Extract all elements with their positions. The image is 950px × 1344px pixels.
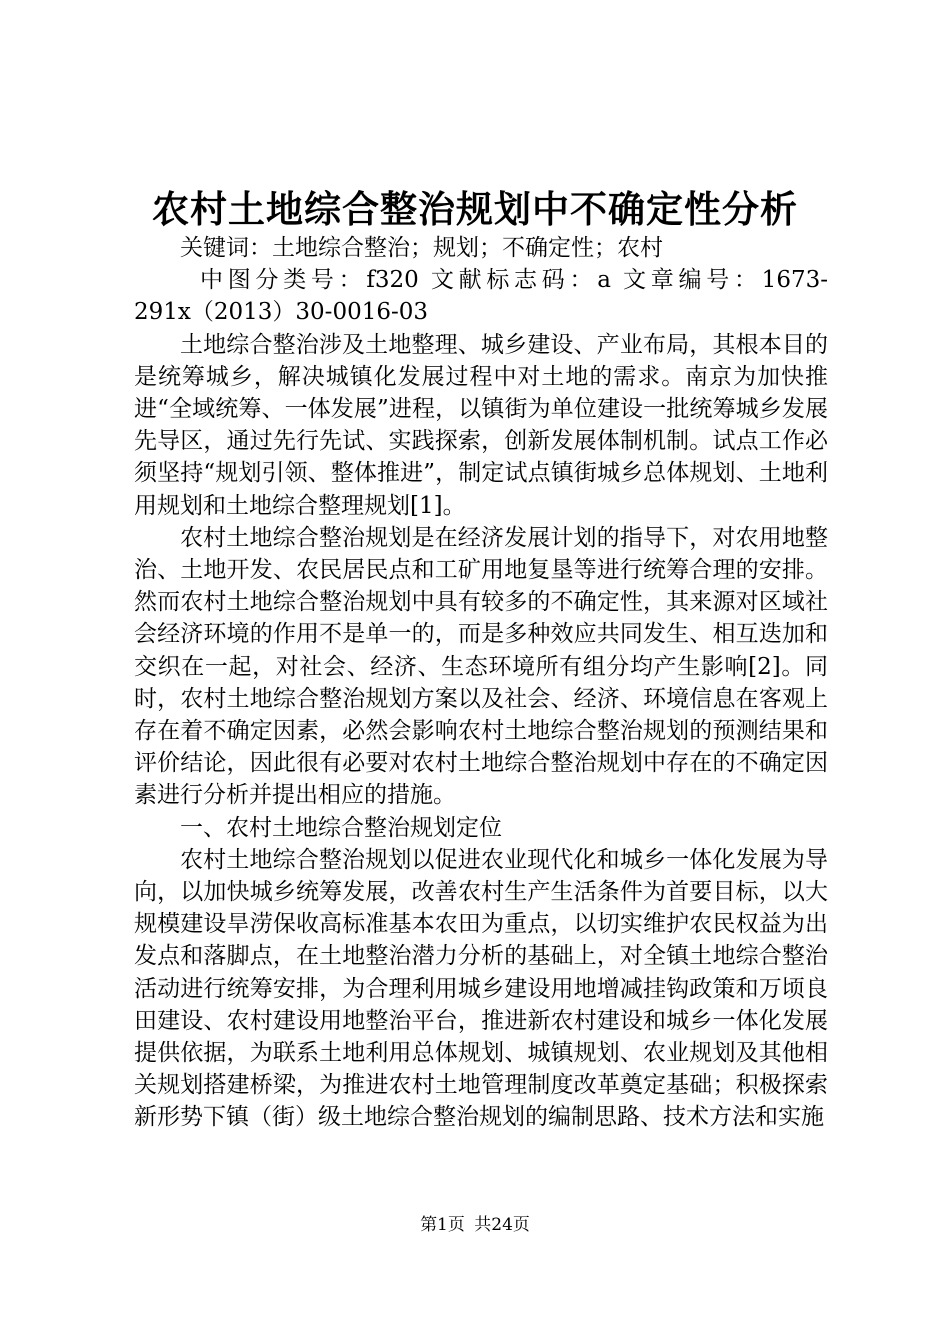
page-footer <box>0 1213 950 1237</box>
page-total: 共24页 <box>474 1215 530 1235</box>
section-heading: 一、农村土地综合整治规划定位 <box>180 814 502 841</box>
document-body <box>134 232 828 1134</box>
paragraph-positioning: 农村土地综合整治规划以促进农业现代化和城乡一体化发展为导向，以加快城乡统筹发展，改善农村生产生活条件为首要目标，以大规模建设旱涝保收高标准基本农田为重点，以切实维护农民权益为出发点和落脚点，在土地整治潜力分析的基础上，对全镇土地综合整治活动进行统筹安排，为合理利用城乡建设用地增减挂钩政策和万顷良田建设、农村建设用地整治平台，推进新农村建设和城乡一体化发展提供依据，为联系土地利用总体规划、城镇规划、农业规划及其他相关规划搭建桥梁，为推进农村土地管理制度改革奠定基础；积极探索新形势下镇（街）级土地综合整治规划的编制思路、技术方法和实施 <box>134 846 828 1131</box>
paragraph-uncertainty: 农村土地综合整治规划是在经济发展计划的指导下，对农用地整治、土地开发、农民居民点和工矿用地复垦等进行统筹合理的安排。然而农村土地综合整治规划中具有较多的不确定性，其来源对区域社会经济环境的作用不是单一的，而是多种效应共同发生、相互迭加和交织在一起，对社会、经济、生态环境所有组分均产生影响[2]。同时，农村土地综合整治规划方案以及社会、经济、环境信息在客观上存在着不确定因素，必然会影响农村土地综合整治规划的预测结果和评价结论，因此很有必要对农村土地综合整治规划中存在的不确定因素进行分析并提出相应的措施。 <box>134 524 828 809</box>
keywords-line: 关键词：土地综合整治；规划；不确定性；农村 <box>180 235 663 261</box>
document-title: 农村土地综合整治规划中不确定性分析 <box>152 188 798 231</box>
classification-line-continued: 291x（2013）30-0016-03 <box>134 299 429 326</box>
paragraph-intro: 土地综合整治涉及土地整理、城乡建设、产业布局，其根本目的是统筹城乡，解决城镇化发展过程中对土地的需求。南京为加快推进“全域统筹、一体发展”进程，以镇街为单位建设一批统筹城乡发展先导区，通过先行先试、实践探索，创新发展体制机制。试点工作必须坚持“规划引领、整体推进”，制定试点镇街城乡总体规划、土地利用规划和土地综合整理规划[1]。 <box>134 331 828 519</box>
page-number: 第1页 <box>420 1215 465 1235</box>
classification-line: 中图分类号：f320 文献标志码：a 文章编号：1673- <box>200 267 828 294</box>
